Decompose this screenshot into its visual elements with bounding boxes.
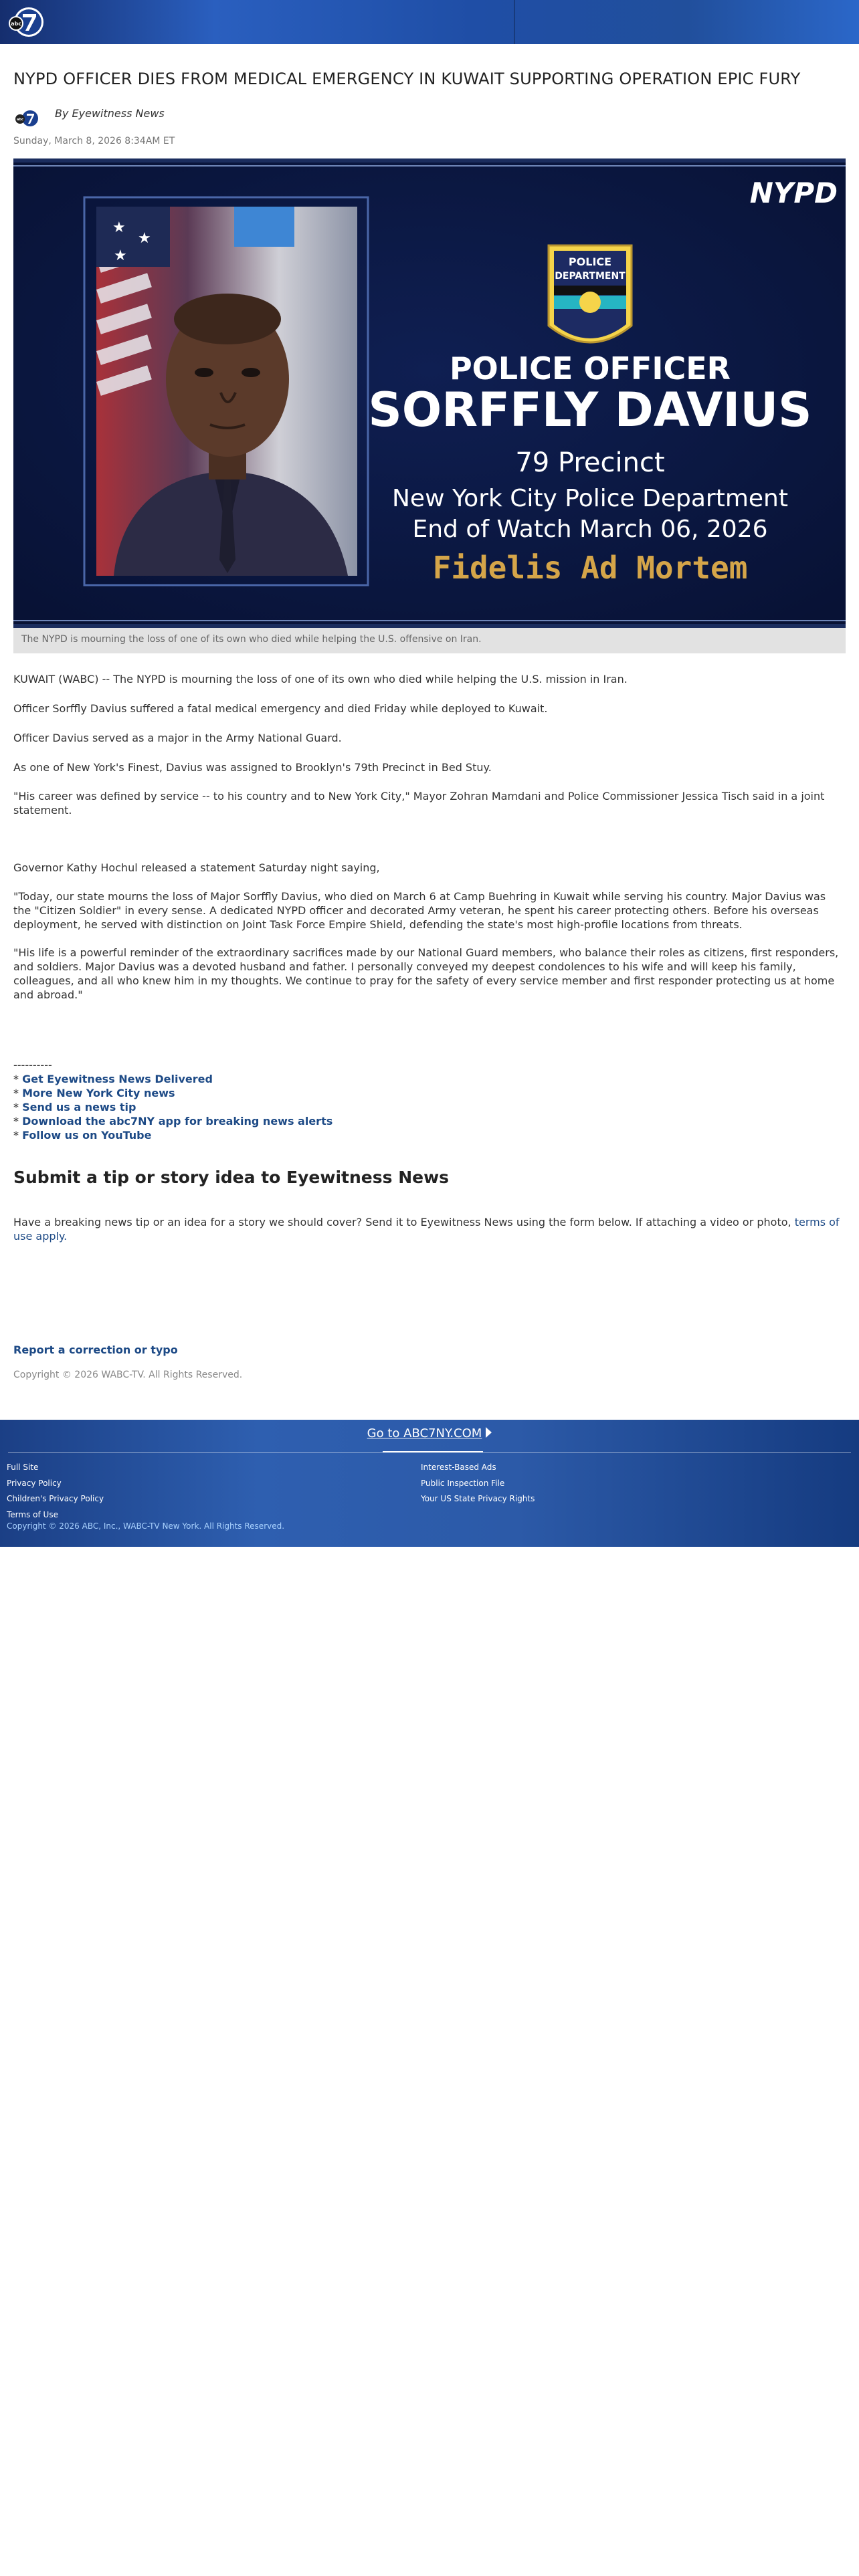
article-paragraph: As one of New York's Finest, Davius was assigned to Brooklyn's 79th Precinct in Bed Stuy. [13, 761, 492, 774]
tip-text-paragraph [13, 1215, 843, 1243]
site-footer [0, 1420, 859, 1547]
article-paragraph: KUWAIT (WABC) -- The NYPD is mourning the loss of one of its own who died while helping the U.S. mission in Iran. [13, 673, 628, 685]
byline-area [13, 104, 165, 131]
separator: ---------- [13, 1059, 52, 1071]
list-item: * Send us a news tip [13, 1101, 136, 1113]
goto-abc7ny-button[interactable] [0, 1426, 859, 1440]
link-send-news-tip[interactable]: Send us a news tip [22, 1101, 136, 1113]
article-byline: By Eyewitness News [55, 106, 165, 120]
hero-precinct: 79 Precinct [515, 447, 665, 478]
report-correction-link[interactable]: Report a correction or typo [13, 1344, 178, 1356]
hero-motto: Fidelis Ad Mortem [432, 550, 748, 586]
svg-text:POLICE: POLICE [568, 255, 612, 268]
abc7-logo-icon [8, 5, 45, 39]
list-item: * More New York City news [13, 1087, 175, 1099]
chevron-right-icon [486, 1427, 492, 1438]
footer-link-state-privacy-rights[interactable]: Your US State Privacy Rights [421, 1494, 535, 1503]
related-links [13, 1058, 332, 1142]
list-item: * Get Eyewitness News Delivered [13, 1073, 213, 1085]
footer-link-interest-based-ads[interactable]: Interest-Based Ads [421, 1463, 496, 1472]
list-item: * Download the abc7NY app for breaking news alerts [13, 1115, 333, 1128]
abc7-byline-icon [13, 108, 40, 128]
tip-heading: Submit a tip or story idea to Eyewitness News [13, 1168, 450, 1187]
image-caption: The NYPD is mourning the loss of one of its own who died while helping the U.S. offensive on Iran. [13, 628, 846, 653]
link-get-news-delivered[interactable]: Get Eyewitness News Delivered [22, 1073, 213, 1085]
article-paragraph: "Today, our state mourns the loss of Major Sorffly Davius, who died on March 6 at Camp Buehring in Kuwait while serving his country. Major Davius was the "Citizen Soldier" in every sense. A dedicated NYPD officer and decorated Army veteran, he spent his career protecting others. Before his overseas deployment, he served with distinction on Joint Task Force Empire Shield, defending the state's most high-profile locations from threats. [13, 890, 826, 931]
svg-text:abc: abc [17, 118, 23, 122]
footer-link-full-site[interactable]: Full Site [7, 1463, 39, 1472]
abc7-logo[interactable] [8, 5, 45, 39]
article-paragraph: Governor Kathy Hochul released a statement Saturday night saying, [13, 861, 380, 874]
footer-link-childrens-privacy[interactable]: Children's Privacy Policy [7, 1494, 104, 1503]
footer-links-right [421, 1460, 535, 1507]
site-header [0, 0, 859, 44]
footer-link-terms-of-use[interactable]: Terms of Use [7, 1509, 58, 1519]
article-copyright: Copyright © 2026 WABC-TV. All Rights Reserved. [13, 1370, 243, 1380]
article-paragraph: "His career was defined by service -- to his country and to New York City," Mayor Zohran Mamdani and Police Commissioner Jessica Tisch said in a joint statement. [13, 790, 825, 817]
svg-text:abc: abc [11, 21, 21, 27]
hero-department: New York City Police Department [392, 485, 788, 512]
svg-text:★: ★ [114, 247, 127, 264]
hero-image [13, 158, 846, 628]
article-date: Sunday, March 8, 2026 8:34AM ET [13, 136, 175, 146]
link-more-nyc-news[interactable]: More New York City news [22, 1087, 175, 1099]
svg-text:DEPARTMENT: DEPARTMENT [555, 271, 626, 282]
footer-link-privacy-policy[interactable]: Privacy Policy [7, 1478, 62, 1488]
footer-divider-accent [383, 1451, 483, 1453]
footer-copyright: Copyright © 2026 ABC, Inc., WABC-TV New York. All Rights Reserved. [7, 1521, 285, 1531]
link-download-app[interactable]: Download the abc7NY app for breaking news alerts [22, 1115, 333, 1128]
nypd-corner-text: NYPD [749, 177, 838, 209]
tip-text: Have a breaking news tip or an idea for a story we should cover? Send it to Eyewitness News using the form below. If attaching a video or photo, [13, 1216, 795, 1228]
article-paragraph: Officer Davius served as a major in the Army National Guard. [13, 732, 342, 744]
article-paragraph: Officer Sorffly Davius suffered a fatal medical emergency and died Friday while deployed to Kuwait. [13, 702, 548, 715]
officer-portrait [96, 207, 357, 576]
goto-label: Go to ABC7NY.COM [367, 1426, 482, 1440]
link-follow-youtube[interactable]: Follow us on YouTube [22, 1129, 152, 1142]
terms-of-use-link[interactable]: terms of use apply. [13, 1216, 840, 1243]
list-item: * Follow us on YouTube [13, 1129, 152, 1142]
footer-link-public-inspection[interactable]: Public Inspection File [421, 1478, 505, 1488]
svg-text:★: ★ [138, 230, 151, 247]
article-paragraph: "His life is a powerful reminder of the extraordinary sacrifices made by our National Guard members, who balance their roles as citizens, first responders, and soldiers. Major Davius was a devoted husband and father. I personally conveyed my deepest condolences to his wife and will keep his family, colleagues, and all who knew him in my thoughts. We continue to pray for the safety of every service member and first responder protecting us at home and abroad." [13, 946, 839, 1001]
article-headline: NYPD OFFICER DIES FROM MEDICAL EMERGENCY IN KUWAIT SUPPORTING OPERATION EPIC FURY [13, 70, 801, 88]
police-department-badge-icon [549, 245, 632, 342]
hero-rank: POLICE OFFICER [449, 350, 731, 387]
hero-name: SORFFLY DAVIUS [368, 383, 812, 437]
footer-links-left [7, 1460, 104, 1523]
hero-end-of-watch: End of Watch March 06, 2026 [412, 516, 768, 543]
svg-text:★: ★ [112, 219, 126, 236]
memorial-graphic [13, 158, 846, 628]
